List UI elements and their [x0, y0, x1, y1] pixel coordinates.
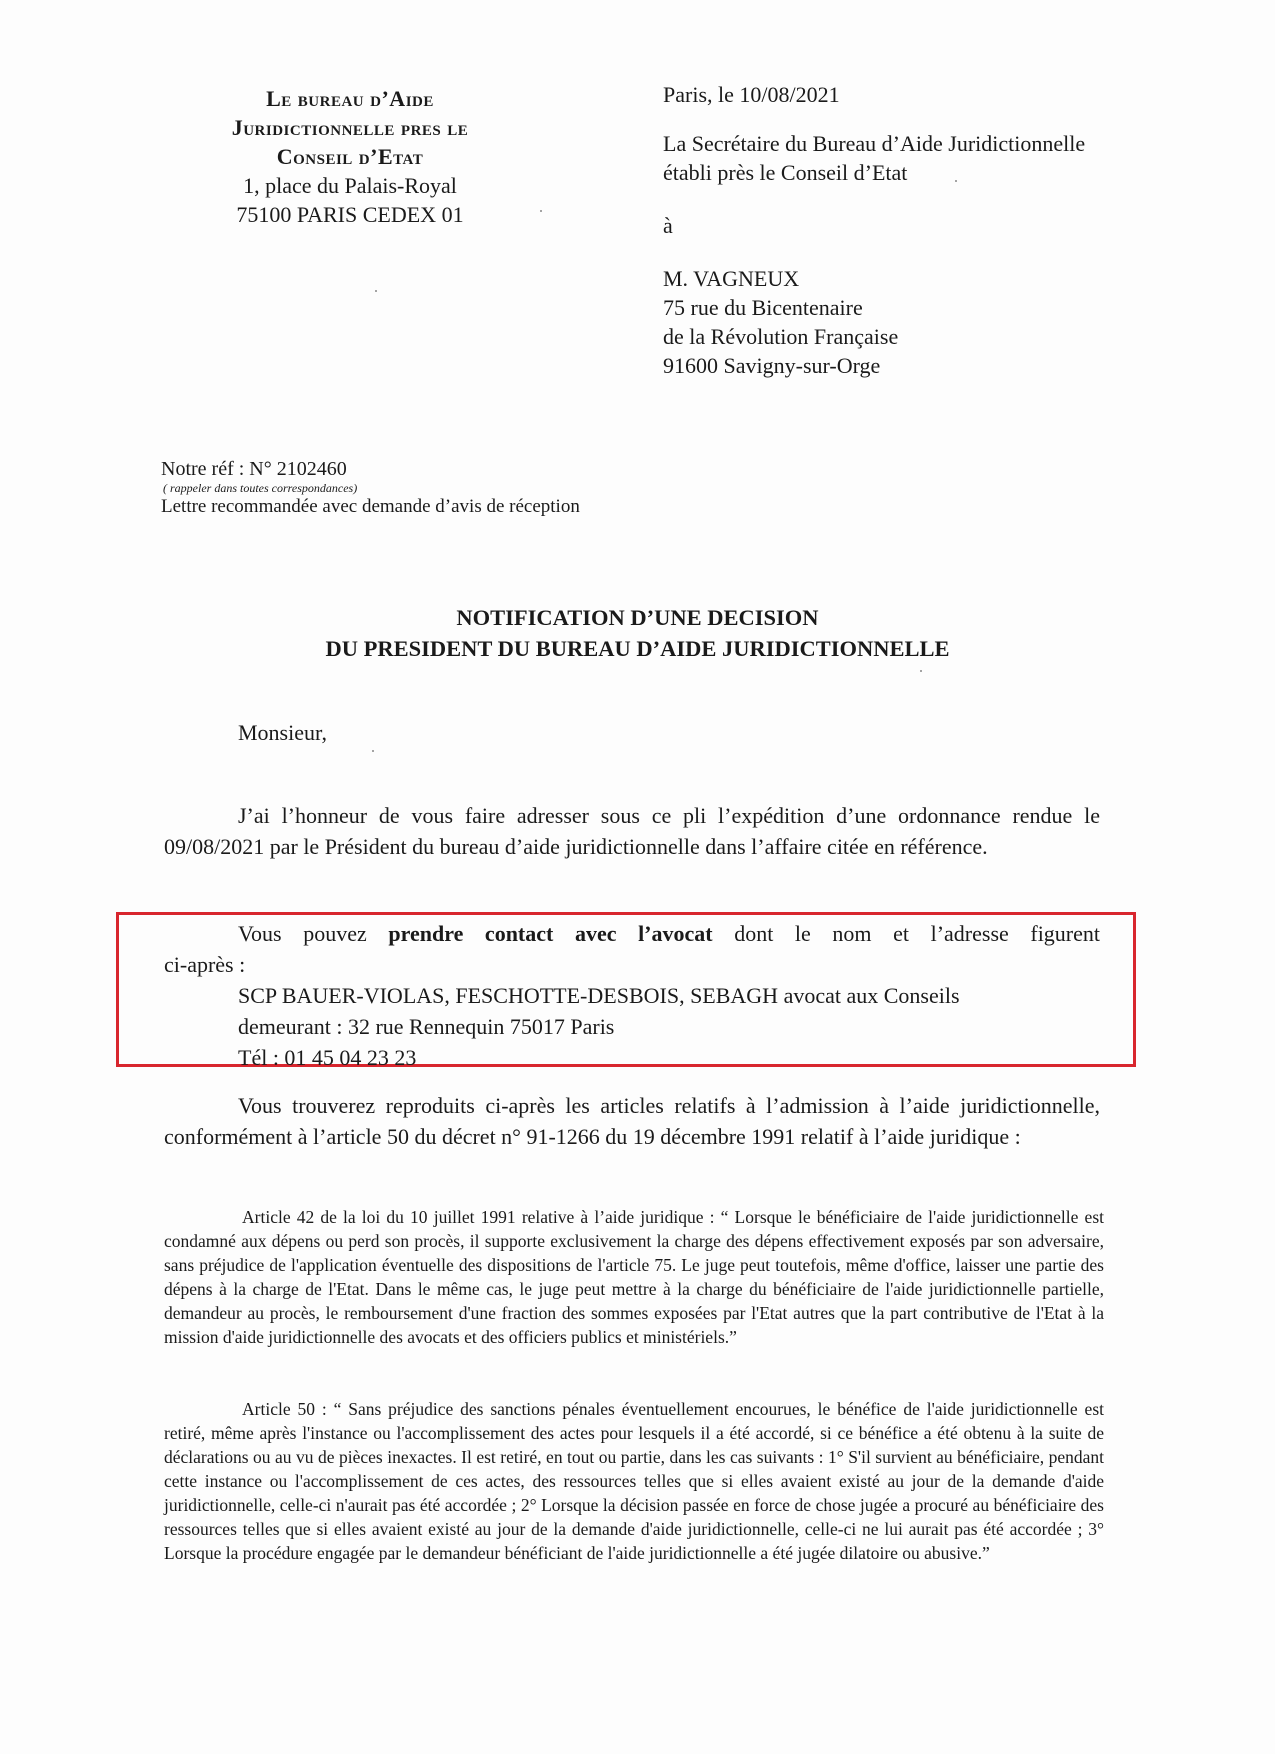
lawyer-firm: SCP BAUER-VIOLAS, FESCHOTTE-DESBOIS, SEBAGH avocat aux Conseils — [238, 983, 960, 1008]
lawyer-intro-before: Vous pouvez — [238, 921, 367, 946]
title-line-1: NOTIFICATION D’UNE DECISION — [456, 605, 819, 630]
sender-address-1: 1, place du Palais-Royal — [243, 173, 457, 198]
paragraph-articles-intro — [164, 1090, 1100, 1152]
lawyer-intro-after: dont le nom et l’adresse figurent — [734, 921, 1101, 946]
sender-block — [180, 84, 520, 229]
sender-address-2: 75100 PARIS CEDEX 01 — [236, 202, 464, 227]
scan-speck — [540, 210, 542, 212]
reference-number: Notre réf : N° 2102460 — [161, 458, 347, 480]
sender-line-3: Conseil d’Etat — [276, 144, 424, 169]
mail-type: Lettre recommandée avec demande d’avis de réception — [161, 496, 580, 517]
paragraph-articles-intro-text: Vous trouverez reproduits ci-après les articles relatifs à l’admission à l’aide juridictionnelle, conformément à l’article 50 du décret n° 91-1266 du 19 décembre 1991 relatif à l’aide juridique : — [164, 1093, 1100, 1149]
document-title — [160, 602, 1115, 664]
from-line-2: établi près le Conseil d’Etat — [663, 160, 908, 185]
article-50 — [164, 1397, 1104, 1565]
recipient-address-3: 91600 Savigny-sur-Orge — [663, 353, 881, 378]
letter-date: Paris, le 10/08/2021 — [663, 82, 840, 107]
lawyer-intro-bold: prendre contact avec l’avocat — [388, 921, 713, 946]
scan-speck — [955, 180, 957, 182]
reference-block — [161, 457, 721, 519]
paragraph-ordonnance — [164, 800, 1100, 862]
salutation: Monsieur, — [238, 720, 327, 745]
lawyer-address: demeurant : 32 rue Rennequin 75017 Paris — [238, 1014, 615, 1039]
recipient-address-1: 75 rue du Bicentenaire — [663, 295, 863, 320]
from-line-1: La Secrétaire du Bureau d’Aide Juridictionnelle — [663, 131, 1086, 156]
lawyer-intro-cont: ci-après : — [164, 952, 246, 977]
scan-speck — [375, 290, 377, 292]
scan-speck — [372, 750, 374, 752]
sender-line-2: Juridictionnelle pres le — [231, 115, 469, 140]
lawyer-phone: Tél : 01 45 04 23 23 — [238, 1045, 417, 1070]
article-42-text: Article 42 de la loi du 10 juillet 1991 relative à l’aide juridique : “ Lorsque le bénéficiaire de l'aide juridictionnelle est condamné aux dépens ou perd son procès, il supporte exclusivement la charge des dépens effectivement exposés par son adversaire, sans préjudice de l'application éventuelle des dispositions de l'article 75. Le juge peut toutefois, même d'office, laisser une partie des dépens à la charge de l'Etat. Dans le même cas, le juge peut mettre à la charge du bénéficiaire de l'aide juridictionnelle partielle, demandeur au procès, le remboursement d'une fraction des sommes exposées par l'Etat autres que la part contributive de l'Etat à la mission d'aide juridictionnelle des avocats et des officiers publics et ministériels.” — [164, 1207, 1104, 1347]
recipient-block — [663, 80, 1183, 380]
paragraph-ordonnance-text: J’ai l’honneur de vous faire adresser sous ce pli l’expédition d’une ordonnance rendue le 09/08/2021 par le Président du bureau d’aide juridictionnelle dans l’affaire citée en référence. — [164, 803, 1100, 859]
sender-line-1: Le bureau d’Aide — [266, 86, 434, 111]
lawyer-contact — [164, 918, 1100, 1073]
recipient-address-2: de la Révolution Française — [663, 324, 899, 349]
recipient-name: M. VAGNEUX — [663, 266, 800, 291]
scan-speck — [920, 670, 922, 672]
title-line-2: DU PRESIDENT DU BUREAU D’AIDE JURIDICTIONNELLE — [325, 636, 950, 661]
reference-note: ( rappeler dans toutes correspondances) — [163, 481, 358, 495]
article-50-text: Article 50 : “ Sans préjudice des sanctions pénales éventuellement encourues, le bénéfice de l'aide juridictionnelle est retiré, même après l'instance ou l'accomplissement des actes pour lesquels il a été accordé, si ce bénéfice a été obtenu à la suite de déclarations ou au vu de pièces inexactes. Il est retiré, en tout ou partie, dans les cas suivants : 1° S'il survient au bénéficiaire, pendant cette instance ou l'accomplissement de ces actes, des ressources telles que si elles avaient existé au jour de la demande d'aide juridictionnelle, celle-ci n'aurait pas été accordée ; 2° Lorsque la décision passée en force de chose jugée a procuré au bénéficiaire des ressources telles que si elles avaient existé au jour de la demande d'aide juridictionnelle, celle-ci ne lui aurait pas été accordée ; 3° Lorsque la procédure engagée par le demandeur bénéficiant de l'aide juridictionnelle a été jugée dilatoire ou abusive.” — [164, 1399, 1104, 1563]
to-word: à — [663, 213, 673, 238]
article-42 — [164, 1205, 1104, 1349]
